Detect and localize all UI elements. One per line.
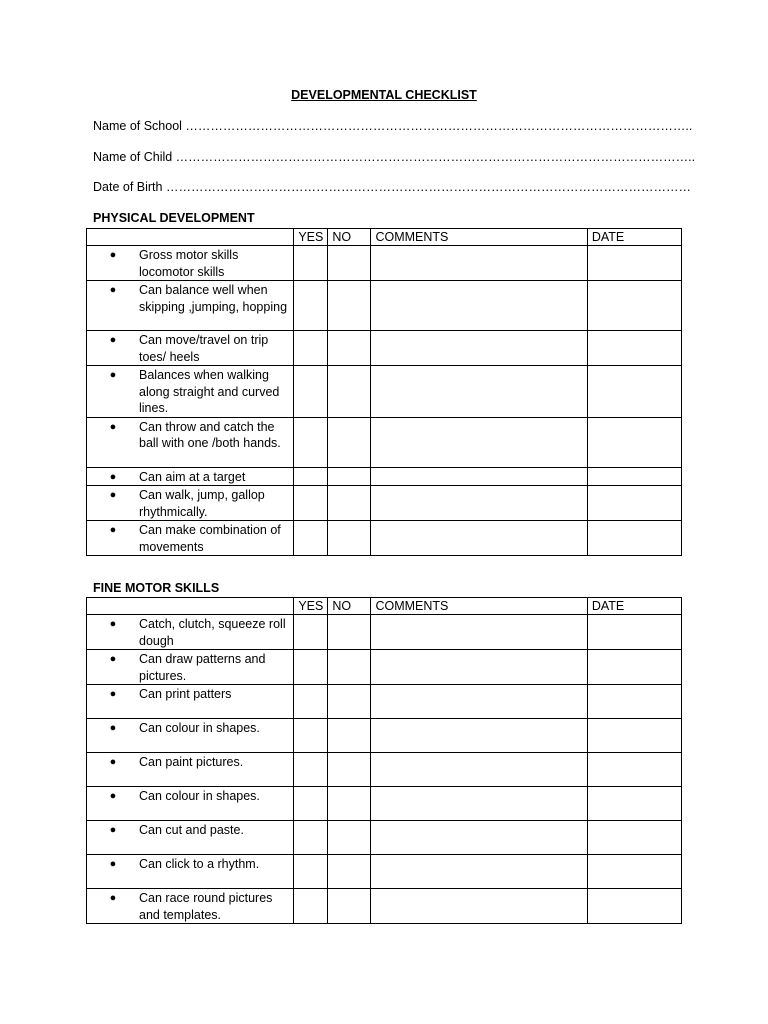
table-row bbox=[87, 615, 682, 650]
checklist-item-label: Balances when walking along straight and curved lines. bbox=[139, 368, 280, 415]
bullet-icon: ● bbox=[109, 858, 117, 870]
table-row bbox=[87, 246, 682, 281]
checklist-item bbox=[87, 331, 294, 366]
checklist-item bbox=[87, 855, 294, 889]
checklist-item bbox=[87, 281, 294, 331]
yes-cell[interactable] bbox=[294, 521, 328, 556]
bullet-icon: ● bbox=[109, 618, 117, 630]
yes-cell[interactable] bbox=[294, 685, 328, 719]
date-cell[interactable] bbox=[587, 821, 681, 855]
checklist-item-label: Can throw and catch the ball with one /both hands. bbox=[139, 419, 281, 450]
comments-cell[interactable] bbox=[371, 753, 587, 787]
no-cell[interactable] bbox=[328, 331, 371, 366]
date-cell[interactable] bbox=[587, 521, 681, 556]
no-cell[interactable] bbox=[328, 615, 371, 650]
yes-cell[interactable] bbox=[294, 753, 328, 787]
comments-cell[interactable] bbox=[371, 417, 587, 467]
comments-cell[interactable] bbox=[371, 719, 587, 753]
no-cell[interactable] bbox=[328, 889, 371, 924]
checklist-item bbox=[87, 719, 294, 753]
checklist-item bbox=[87, 753, 294, 787]
no-cell[interactable] bbox=[328, 821, 371, 855]
date-cell[interactable] bbox=[587, 331, 681, 366]
yes-cell[interactable] bbox=[294, 366, 328, 418]
date-cell[interactable] bbox=[587, 650, 681, 685]
comments-cell[interactable] bbox=[371, 787, 587, 821]
checklist-item bbox=[87, 650, 294, 685]
checklist-item-label: Catch, clutch, squeeze roll dough bbox=[139, 617, 286, 648]
bullet-icon: ● bbox=[109, 790, 117, 802]
no-cell[interactable] bbox=[328, 719, 371, 753]
physical-development-table bbox=[86, 228, 682, 556]
comments-cell[interactable] bbox=[371, 821, 587, 855]
checklist-item-label: Can aim at a target bbox=[139, 469, 246, 484]
checklist-item bbox=[87, 787, 294, 821]
header-comments: COMMENTS bbox=[371, 229, 587, 246]
no-cell[interactable] bbox=[328, 650, 371, 685]
checklist-item bbox=[87, 821, 294, 855]
date-of-birth-field: Date of Birth ……………………………………………………………………………………………………………… bbox=[93, 180, 691, 194]
table-row bbox=[87, 821, 682, 855]
no-cell[interactable] bbox=[328, 521, 371, 556]
child-name-field: Name of Child …………………………………………………………………………………………………………….. bbox=[93, 150, 696, 164]
date-cell[interactable] bbox=[587, 615, 681, 650]
table-row bbox=[87, 521, 682, 556]
bullet-icon: ● bbox=[109, 688, 117, 700]
date-cell[interactable] bbox=[587, 685, 681, 719]
date-cell[interactable] bbox=[587, 417, 681, 467]
header-date: DATE bbox=[587, 598, 681, 615]
checklist-item-label: Can cut and paste. bbox=[139, 823, 244, 837]
table-row bbox=[87, 889, 682, 924]
bullet-icon: ● bbox=[109, 470, 117, 483]
table-row bbox=[87, 685, 682, 719]
bullet-icon: ● bbox=[109, 824, 117, 836]
yes-cell[interactable] bbox=[294, 331, 328, 366]
yes-cell[interactable] bbox=[294, 467, 328, 486]
date-cell[interactable] bbox=[587, 486, 681, 521]
checklist-item-label: Can colour in shapes. bbox=[139, 721, 260, 735]
yes-cell[interactable] bbox=[294, 650, 328, 685]
no-cell[interactable] bbox=[328, 246, 371, 281]
table-header-row bbox=[87, 229, 682, 246]
date-cell[interactable] bbox=[587, 467, 681, 486]
checklist-item-label: Can paint pictures. bbox=[139, 755, 244, 769]
comments-cell[interactable] bbox=[371, 521, 587, 556]
comments-cell[interactable] bbox=[371, 855, 587, 889]
checklist-item bbox=[87, 417, 294, 467]
date-cell[interactable] bbox=[587, 366, 681, 418]
checklist-item-label: Can click to a rhythm. bbox=[139, 857, 260, 871]
yes-cell[interactable] bbox=[294, 615, 328, 650]
yes-cell[interactable] bbox=[294, 889, 328, 924]
checklist-item bbox=[87, 467, 294, 486]
comments-cell[interactable] bbox=[371, 246, 587, 281]
comments-cell[interactable] bbox=[371, 889, 587, 924]
bullet-icon: ● bbox=[109, 653, 117, 665]
table-row bbox=[87, 787, 682, 821]
header-yes: YES bbox=[294, 598, 328, 615]
date-cell[interactable] bbox=[587, 719, 681, 753]
bullet-icon: ● bbox=[109, 524, 117, 536]
header-no: NO bbox=[328, 598, 371, 615]
checklist-item-label: Can draw patterns and pictures. bbox=[139, 652, 266, 683]
comments-cell[interactable] bbox=[371, 331, 587, 366]
bullet-icon: ● bbox=[109, 722, 117, 734]
bullet-icon: ● bbox=[109, 892, 117, 904]
checklist-item bbox=[87, 246, 294, 281]
date-cell[interactable] bbox=[587, 246, 681, 281]
checklist-item-label: Can make combination of movements bbox=[139, 523, 281, 554]
yes-cell[interactable] bbox=[294, 787, 328, 821]
fine-motor-skills-table bbox=[86, 597, 682, 924]
no-cell[interactable] bbox=[328, 417, 371, 467]
no-cell[interactable] bbox=[328, 486, 371, 521]
bullet-icon: ● bbox=[109, 756, 117, 768]
checklist-item bbox=[87, 521, 294, 556]
no-cell[interactable] bbox=[328, 467, 371, 486]
document-title: DEVELOPMENTAL CHECKLIST bbox=[291, 88, 477, 102]
table-row bbox=[87, 486, 682, 521]
date-cell[interactable] bbox=[587, 855, 681, 889]
date-cell[interactable] bbox=[587, 787, 681, 821]
bullet-icon: ● bbox=[109, 249, 117, 261]
header-item bbox=[87, 598, 294, 615]
bullet-icon: ● bbox=[109, 420, 117, 433]
school-name-field: Name of School ………………………………………………………………………………………………………….. bbox=[93, 119, 693, 133]
comments-cell[interactable] bbox=[371, 650, 587, 685]
yes-cell[interactable] bbox=[294, 855, 328, 889]
checklist-item-label: Can move/travel on trip toes/ heels bbox=[139, 333, 269, 364]
comments-cell[interactable] bbox=[371, 467, 587, 486]
comments-cell[interactable] bbox=[371, 685, 587, 719]
comments-cell[interactable] bbox=[371, 281, 587, 331]
bullet-icon: ● bbox=[109, 489, 117, 501]
checklist-item bbox=[87, 685, 294, 719]
no-cell[interactable] bbox=[328, 753, 371, 787]
no-cell[interactable] bbox=[328, 787, 371, 821]
comments-cell[interactable] bbox=[371, 615, 587, 650]
comments-cell[interactable] bbox=[371, 366, 587, 418]
table-row bbox=[87, 467, 682, 486]
yes-cell[interactable] bbox=[294, 281, 328, 331]
checklist-item bbox=[87, 615, 294, 650]
no-cell[interactable] bbox=[328, 855, 371, 889]
bullet-icon: ● bbox=[109, 284, 117, 296]
checklist-item-label: Can race round pictures and templates. bbox=[139, 891, 273, 922]
header-item bbox=[87, 229, 294, 246]
yes-cell[interactable] bbox=[294, 486, 328, 521]
bullet-icon: ● bbox=[109, 334, 117, 346]
table-row bbox=[87, 281, 682, 331]
comments-cell[interactable] bbox=[371, 486, 587, 521]
table-header-row bbox=[87, 598, 682, 615]
no-cell[interactable] bbox=[328, 281, 371, 331]
header-comments: COMMENTS bbox=[371, 598, 587, 615]
header-date: DATE bbox=[587, 229, 681, 246]
no-cell[interactable] bbox=[328, 366, 371, 418]
yes-cell[interactable] bbox=[294, 417, 328, 467]
header-yes: YES bbox=[294, 229, 328, 246]
checklist-item-label: Can walk, jump, gallop rhythmically. bbox=[139, 488, 265, 519]
yes-cell[interactable] bbox=[294, 246, 328, 281]
table-row bbox=[87, 753, 682, 787]
table-row bbox=[87, 855, 682, 889]
checklist-item-label: Gross motor skills locomotor skills bbox=[139, 248, 239, 279]
checklist-item bbox=[87, 366, 294, 418]
table-row bbox=[87, 650, 682, 685]
table-row bbox=[87, 331, 682, 366]
checklist-item bbox=[87, 889, 294, 924]
checklist-item bbox=[87, 486, 294, 521]
checklist-item-label: Can colour in shapes. bbox=[139, 789, 260, 803]
date-cell[interactable] bbox=[587, 753, 681, 787]
header-no: NO bbox=[328, 229, 371, 246]
date-cell[interactable] bbox=[587, 281, 681, 331]
section-label-physical: PHYSICAL DEVELOPMENT bbox=[93, 211, 255, 225]
no-cell[interactable] bbox=[328, 685, 371, 719]
table-row bbox=[87, 417, 682, 467]
bullet-icon: ● bbox=[109, 369, 117, 381]
checklist-item-label: Can print patters bbox=[139, 687, 232, 701]
date-cell[interactable] bbox=[587, 889, 681, 924]
yes-cell[interactable] bbox=[294, 719, 328, 753]
yes-cell[interactable] bbox=[294, 821, 328, 855]
section-label-fine-motor: FINE MOTOR SKILLS bbox=[93, 581, 220, 595]
checklist-item-label: Can balance well when skipping ,jumping, hopping bbox=[139, 283, 288, 314]
table-row bbox=[87, 719, 682, 753]
table-row bbox=[87, 366, 682, 418]
